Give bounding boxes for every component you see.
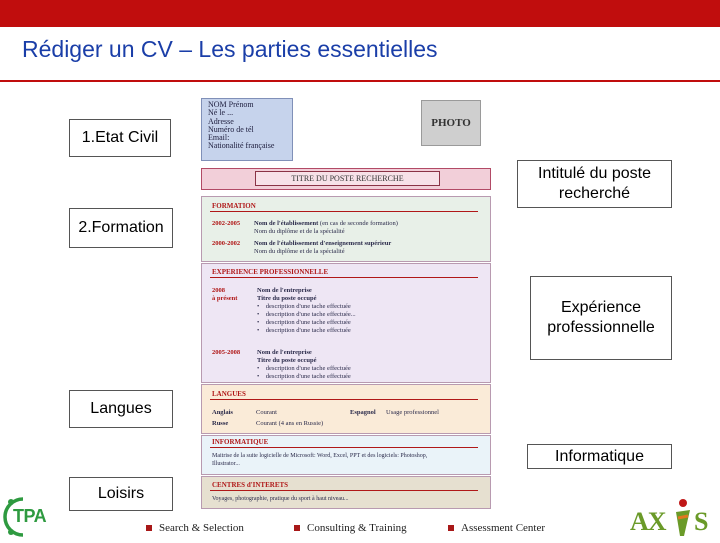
formation-heading: FORMATION — [212, 202, 256, 210]
job-task-text: description d'une tache effectuée — [265, 303, 351, 310]
job-task: • description d'une tache effectuée — [257, 327, 351, 334]
language-level: Courant — [256, 409, 277, 416]
langues-heading: LANGUES — [212, 390, 246, 398]
tpa-logo-text: TPA — [13, 506, 47, 526]
civil-line: Nationalité française — [208, 141, 275, 151]
cv-interets-section — [201, 476, 491, 509]
informatique-heading: INFORMATIQUE — [212, 438, 269, 446]
job-task-text: description d'une tache effectuée — [265, 373, 351, 380]
heading-rule — [210, 277, 478, 278]
language-level: Courant (4 ans en Russie) — [256, 420, 324, 427]
language-name: Anglais — [212, 409, 233, 416]
slide-title: Rédiger un CV – Les parties essentielles — [22, 36, 438, 62]
footer-item — [146, 522, 244, 534]
heading-rule — [210, 447, 478, 448]
job-title: Titre du poste occupé — [257, 295, 317, 302]
tpa-logo — [3, 493, 61, 538]
axis-figure-icon — [672, 498, 694, 538]
cv-informatique-section — [201, 435, 491, 475]
job-years: 2005-2008 — [212, 349, 241, 356]
formation-diploma: Nom du diplôme et de la spécialité — [254, 248, 345, 255]
cv-civil-block — [201, 98, 293, 161]
civil-line: Né le ... — [208, 108, 234, 118]
formation-note: (en cas de seconde formation) — [318, 220, 398, 227]
job-title: Titre du poste occupé — [257, 357, 317, 364]
cv-titre-poste: TITRE DU POSTE RECHERCHE — [255, 171, 440, 186]
job-company: Nom de l'entreprise — [257, 349, 312, 356]
formation-diploma: Nom du diplôme et de la spécialité — [254, 228, 345, 235]
civil-line: Numéro de tél — [208, 124, 254, 134]
job-task-text: description d'une tache effectuée — [265, 365, 351, 372]
heading-rule — [210, 399, 478, 400]
footer-item — [294, 522, 407, 534]
interets-heading: CENTRES d'INTERETS — [212, 481, 289, 489]
civil-line: Adresse — [208, 116, 234, 126]
label-langues: Langues — [69, 390, 173, 428]
heading-rule — [210, 211, 478, 212]
civil-line: NOM Prénom — [208, 100, 254, 109]
cv-experience-section — [201, 263, 491, 383]
language-name: Russe — [212, 420, 229, 427]
label-etat-civil: 1.Etat Civil — [69, 119, 171, 157]
experience-heading: EXPERIENCE PROFESSIONNELLE — [212, 268, 329, 276]
formation-entry — [254, 220, 398, 227]
job-task-text: description d'une tache effectuée — [265, 319, 351, 326]
job-task: • description d'une tache effectuée — [257, 303, 351, 310]
label-informatique: Informatique — [527, 444, 672, 469]
formation-years: 2000-2002 — [212, 240, 241, 247]
job-task: • description d'une tache effectuée... — [257, 311, 356, 318]
job-years: 2008 — [212, 287, 225, 294]
formation-school: Nom de l'établissement — [254, 220, 319, 227]
title-underline — [0, 80, 720, 82]
axis-logo — [628, 498, 716, 538]
job-company: Nom de l'entreprise — [257, 287, 312, 294]
axis-logo-text-right: S — [694, 507, 709, 536]
top-bar — [0, 0, 720, 27]
job-task: • description d'une tache effectuée — [257, 365, 351, 372]
job-task-text: description d'une tache effectuée — [265, 327, 351, 334]
cv-photo-placeholder: PHOTO — [421, 100, 481, 146]
informatique-line: Illustrator... — [212, 461, 240, 467]
label-loisirs: Loisirs — [69, 477, 173, 511]
job-task: • description d'une tache effectuée — [257, 373, 351, 380]
formation-school: Nom de l'établissement d'enseignement supérieur — [254, 240, 392, 247]
job-task: • description d'une tache effectuée — [257, 319, 351, 326]
job-present: à présent — [212, 295, 238, 302]
language-level: Usage professionnel — [386, 409, 439, 416]
label-intitule-poste: Intitulé du poste recherché — [517, 160, 672, 208]
formation-years: 2002-2005 — [212, 220, 241, 227]
interets-line: Voyages, photographie, pratique du sport à haut niveau... — [212, 496, 349, 502]
footer-item-label: Consulting & Training — [307, 522, 407, 534]
axis-logo-text-left: AX — [630, 507, 666, 536]
heading-rule — [210, 490, 478, 491]
bullet-square-icon — [146, 525, 152, 531]
cv-langues-section — [201, 384, 491, 434]
bullet-square-icon — [294, 525, 300, 531]
civil-line: Email: — [208, 133, 230, 143]
label-formation: 2.Formation — [69, 208, 173, 248]
bullet-square-icon — [448, 525, 454, 531]
job-task-text: description d'une tache effectuée... — [265, 311, 356, 318]
informatique-line: Maitrise de la suite logicielle de Microsoft: Word, Excel, PPT et des logiciels: Photoshop, — [212, 453, 428, 459]
footer-item — [448, 522, 545, 534]
label-experience: Expérience professionnelle — [530, 276, 672, 360]
footer-item-label: Search & Selection — [159, 522, 244, 534]
footer-item-label: Assessment Center — [461, 522, 546, 534]
language-name: Espagnol — [350, 409, 376, 416]
cv-formation-section — [201, 196, 491, 262]
